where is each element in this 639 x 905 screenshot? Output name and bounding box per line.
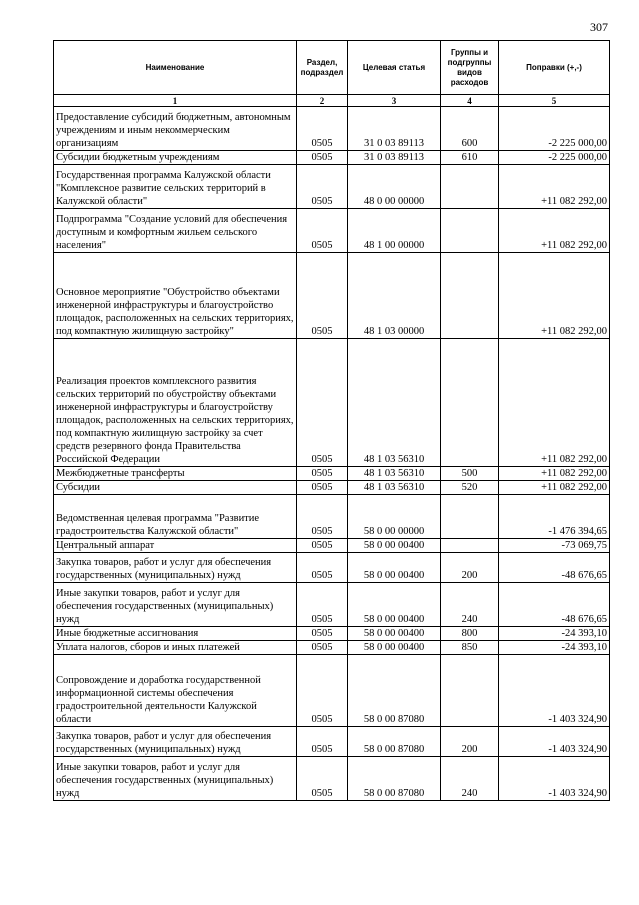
row-section: 0505 bbox=[297, 583, 348, 627]
row-name: Субсидии bbox=[54, 481, 297, 495]
table-row bbox=[54, 641, 610, 655]
row-amendment-amount: +11 082 292,00 bbox=[499, 209, 610, 253]
table-row bbox=[54, 627, 610, 641]
row-section: 0505 bbox=[297, 727, 348, 757]
row-name: Иные закупки товаров, работ и услуг для обеспечения государственных (муниципальных) нужд bbox=[54, 757, 297, 801]
row-section: 0505 bbox=[297, 539, 348, 553]
row-expense-group: 500 bbox=[441, 467, 499, 481]
row-target-article: 58 0 00 87080 bbox=[348, 727, 441, 757]
column-number: 1 bbox=[54, 95, 297, 107]
row-target-article: 58 0 00 87080 bbox=[348, 757, 441, 801]
row-section: 0505 bbox=[297, 553, 348, 583]
row-amendment-amount: +11 082 292,00 bbox=[499, 481, 610, 495]
table-body bbox=[54, 107, 610, 801]
row-expense-group bbox=[441, 209, 499, 253]
row-amendment-amount: -24 393,10 bbox=[499, 641, 610, 655]
table-row bbox=[54, 553, 610, 583]
row-target-article: 31 0 03 89113 bbox=[348, 107, 441, 151]
row-name: Иные закупки товаров, работ и услуг для обеспечения государственных (муниципальных) нужд bbox=[54, 583, 297, 627]
row-target-article: 58 0 00 00400 bbox=[348, 583, 441, 627]
row-section: 0505 bbox=[297, 641, 348, 655]
row-amendment-amount: -24 393,10 bbox=[499, 627, 610, 641]
row-expense-group bbox=[441, 253, 499, 339]
row-name: Закупка товаров, работ и услуг для обеспечения государственных (муниципальных) нужд bbox=[54, 727, 297, 757]
row-amendment-amount: -1 403 324,90 bbox=[499, 757, 610, 801]
row-expense-group: 800 bbox=[441, 627, 499, 641]
header-amendment: Поправки (+,-) bbox=[499, 41, 610, 95]
table-row bbox=[54, 165, 610, 209]
row-amendment-amount: -1 403 324,90 bbox=[499, 727, 610, 757]
row-amendment-amount: -2 225 000,00 bbox=[499, 107, 610, 151]
row-section: 0505 bbox=[297, 481, 348, 495]
table-row bbox=[54, 583, 610, 627]
row-name: Ведомственная целевая программа "Развитие градостроительства Калужской области" bbox=[54, 495, 297, 539]
row-expense-group: 520 bbox=[441, 481, 499, 495]
row-section: 0505 bbox=[297, 757, 348, 801]
row-name: Субсидии бюджетным учреждениям bbox=[54, 151, 297, 165]
header-target: Целевая статья bbox=[348, 41, 441, 95]
row-expense-group bbox=[441, 339, 499, 467]
row-expense-group: 240 bbox=[441, 757, 499, 801]
budget-amendments-table bbox=[53, 40, 610, 801]
row-amendment-amount: +11 082 292,00 bbox=[499, 339, 610, 467]
column-number: 2 bbox=[297, 95, 348, 107]
row-name: Основное мероприятие "Обустройство объектами инженерной инфраструктуры и благоустройство площадок, расположенных на сельских территориях, под компактную жилищную застройку" bbox=[54, 253, 297, 339]
row-expense-group bbox=[441, 495, 499, 539]
row-amendment-amount: -48 676,65 bbox=[499, 553, 610, 583]
row-target-article: 58 0 00 00400 bbox=[348, 539, 441, 553]
table-row bbox=[54, 467, 610, 481]
row-expense-group: 600 bbox=[441, 107, 499, 151]
row-name: Межбюджетные трансферты bbox=[54, 467, 297, 481]
row-target-article: 48 1 00 00000 bbox=[348, 209, 441, 253]
row-expense-group: 200 bbox=[441, 727, 499, 757]
header-group: Группы и подгруппы видов расходов bbox=[441, 41, 499, 95]
table-row bbox=[54, 481, 610, 495]
page-number: 307 bbox=[590, 20, 608, 34]
row-name: Центральный аппарат bbox=[54, 539, 297, 553]
row-section: 0505 bbox=[297, 209, 348, 253]
row-amendment-amount: -2 225 000,00 bbox=[499, 151, 610, 165]
row-target-article: 58 0 00 87080 bbox=[348, 655, 441, 727]
header-name: Наименование bbox=[54, 41, 297, 95]
row-target-article: 48 1 03 56310 bbox=[348, 481, 441, 495]
row-name: Предоставление субсидий бюджетным, автономным учреждениям и иным некоммерческим организациям bbox=[54, 107, 297, 151]
row-section: 0505 bbox=[297, 339, 348, 467]
row-amendment-amount: +11 082 292,00 bbox=[499, 467, 610, 481]
row-section: 0505 bbox=[297, 627, 348, 641]
row-name: Государственная программа Калужской области "Комплексное развитие сельских территорий в Калужской области" bbox=[54, 165, 297, 209]
row-name: Сопровождение и доработка государственной информационной системы обеспечения градостроительной деятельности Калужской области bbox=[54, 655, 297, 727]
row-amendment-amount: +11 082 292,00 bbox=[499, 253, 610, 339]
row-target-article: 58 0 00 00400 bbox=[348, 641, 441, 655]
row-name: Реализация проектов комплексного развития сельских территорий по обустройству объектами инженерной инфраструктуры и благоустройству площадок, расположенных на сельских территориях, под компактную жилищную застройку за счет средств резервного фонда Правительства Российской Федерации bbox=[54, 339, 297, 467]
row-section: 0505 bbox=[297, 253, 348, 339]
table-row bbox=[54, 339, 610, 467]
table-row bbox=[54, 539, 610, 553]
column-number-row bbox=[54, 95, 610, 107]
row-target-article: 48 1 03 00000 bbox=[348, 253, 441, 339]
row-target-article: 31 0 03 89113 bbox=[348, 151, 441, 165]
row-amendment-amount: +11 082 292,00 bbox=[499, 165, 610, 209]
table-row bbox=[54, 253, 610, 339]
row-target-article: 48 0 00 00000 bbox=[348, 165, 441, 209]
row-target-article: 48 1 03 56310 bbox=[348, 467, 441, 481]
table-row bbox=[54, 151, 610, 165]
row-expense-group bbox=[441, 165, 499, 209]
row-expense-group bbox=[441, 539, 499, 553]
row-name: Уплата налогов, сборов и иных платежей bbox=[54, 641, 297, 655]
column-number: 3 bbox=[348, 95, 441, 107]
row-expense-group: 240 bbox=[441, 583, 499, 627]
header-section: Раздел, подраздел bbox=[297, 41, 348, 95]
table-row bbox=[54, 727, 610, 757]
row-target-article: 58 0 00 00400 bbox=[348, 553, 441, 583]
row-section: 0505 bbox=[297, 151, 348, 165]
row-expense-group bbox=[441, 655, 499, 727]
table-row bbox=[54, 209, 610, 253]
row-amendment-amount: -1 476 394,65 bbox=[499, 495, 610, 539]
column-number: 4 bbox=[441, 95, 499, 107]
table-row bbox=[54, 655, 610, 727]
table-row bbox=[54, 757, 610, 801]
header-row bbox=[54, 41, 610, 95]
row-amendment-amount: -48 676,65 bbox=[499, 583, 610, 627]
row-target-article: 48 1 03 56310 bbox=[348, 339, 441, 467]
row-section: 0505 bbox=[297, 467, 348, 481]
row-section: 0505 bbox=[297, 495, 348, 539]
row-expense-group: 610 bbox=[441, 151, 499, 165]
row-expense-group: 850 bbox=[441, 641, 499, 655]
row-expense-group: 200 bbox=[441, 553, 499, 583]
column-number: 5 bbox=[499, 95, 610, 107]
row-amendment-amount: -73 069,75 bbox=[499, 539, 610, 553]
row-target-article: 58 0 00 00400 bbox=[348, 627, 441, 641]
row-name: Иные бюджетные ассигнования bbox=[54, 627, 297, 641]
table-row bbox=[54, 107, 610, 151]
row-section: 0505 bbox=[297, 165, 348, 209]
row-name: Закупка товаров, работ и услуг для обеспечения государственных (муниципальных) нужд bbox=[54, 553, 297, 583]
row-section: 0505 bbox=[297, 107, 348, 151]
table-row bbox=[54, 495, 610, 539]
row-target-article: 58 0 00 00000 bbox=[348, 495, 441, 539]
row-amendment-amount: -1 403 324,90 bbox=[499, 655, 610, 727]
row-section: 0505 bbox=[297, 655, 348, 727]
row-name: Подпрограмма "Создание условий для обеспечения доступным и комфортным жильем сельского населения" bbox=[54, 209, 297, 253]
